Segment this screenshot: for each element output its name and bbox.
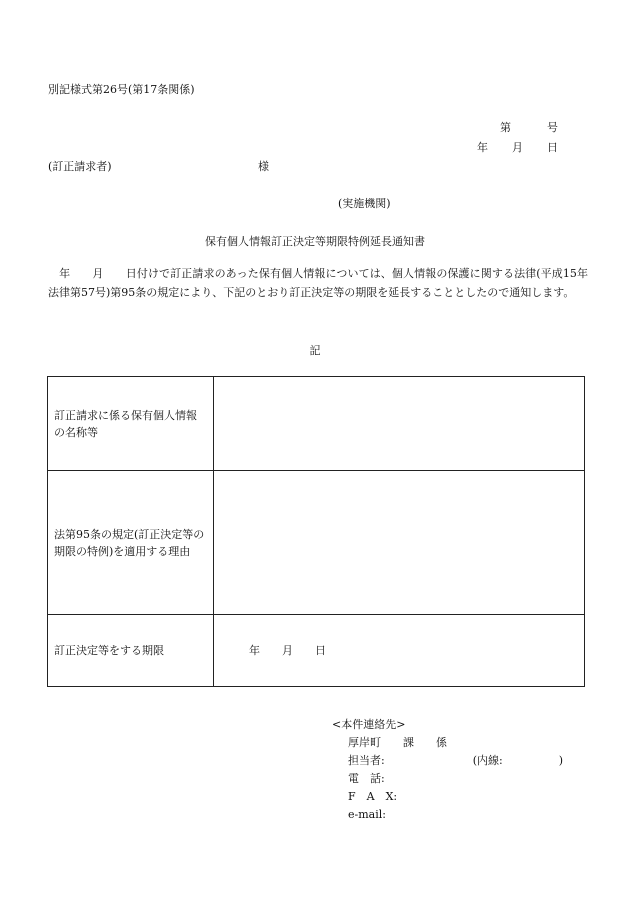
contact-heading: <本件連絡先>: [332, 718, 406, 731]
contact-block: [332, 716, 563, 824]
implementing-agency-label: (実施機関): [338, 197, 391, 210]
day-label: 日: [547, 141, 558, 154]
ka-label: 課: [403, 736, 414, 749]
contact-department: [332, 734, 563, 752]
notice-body-text: 年 月 日付けで訂正請求のあった保有個人情報については、個人情報の保護に関する法律(平成15年法律第57号)第95条の規定により、下記のとおり訂正決定等の期限を延長することとしたので通知します。: [48, 267, 588, 299]
document-title: 保有個人情報訂正決定等期限特例延長通知書: [205, 235, 425, 248]
contact-phone: 電 話:: [348, 772, 385, 785]
notice-details-table: [47, 376, 585, 687]
year-label: 年: [477, 141, 488, 154]
extension-close: ): [558, 754, 564, 767]
kakari-label: 係: [436, 736, 447, 749]
deadline-label: 訂正決定等をする期限: [48, 615, 214, 687]
form-number: 別記様式第26号(第17条関係): [48, 83, 195, 96]
info-name-label: 訂正請求に係る保有個人情報の名称等: [48, 377, 214, 471]
person-label: 担当者:: [348, 754, 385, 767]
deadline-month: 月: [282, 644, 293, 657]
info-name-value: [214, 377, 585, 471]
extension-label: (内線:: [472, 754, 503, 767]
dept-prefix: 厚岸町: [348, 736, 381, 749]
document-number-line: [500, 119, 558, 135]
dai-label: 第: [500, 121, 511, 134]
deadline-value: [214, 615, 585, 687]
table-row: [48, 377, 585, 471]
contact-fax: F A X:: [348, 790, 398, 803]
table-row: [48, 615, 585, 687]
issue-date-line: [477, 139, 558, 155]
table-row: [48, 471, 585, 615]
month-label: 月: [512, 141, 523, 154]
ki-label: 記: [309, 344, 321, 357]
contact-email: e-mail:: [348, 808, 386, 821]
requester-label: (訂正請求者): [48, 160, 112, 173]
reason-value: [214, 471, 585, 615]
honorific-sama: 様: [258, 160, 269, 173]
go-label: 号: [547, 121, 558, 134]
deadline-day: 日: [315, 644, 326, 657]
contact-person: [332, 752, 563, 770]
reason-label: 法第95条の規定(訂正決定等の期限の特例)を適用する理由: [48, 471, 214, 615]
deadline-year: 年: [249, 644, 260, 657]
